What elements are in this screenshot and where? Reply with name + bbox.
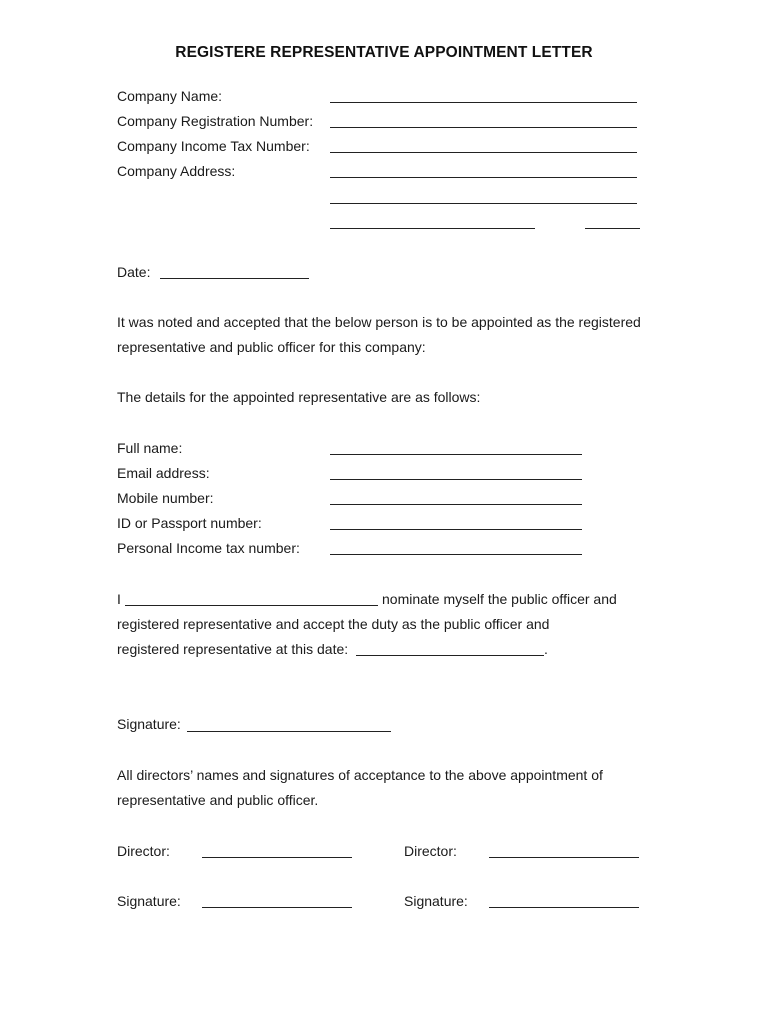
director-1-label: Director: [117,843,170,859]
company-tax-label: Company Income Tax Number: [117,138,310,154]
director-2-signature-field[interactable] [489,907,639,908]
company-name-label: Company Name: [117,88,223,104]
company-name-field[interactable] [330,102,637,103]
personal-tax-label: Personal Income tax number: [117,540,300,556]
directors-paragraph-line-1: All directors’ names and signatures of acceptance to the above appointment of [117,767,603,783]
company-address-field-3[interactable] [330,228,535,229]
company-address-label: Company Address: [117,163,236,179]
personal-tax-field[interactable] [330,554,582,555]
director-2-field[interactable] [489,857,639,858]
mobile-label: Mobile number: [117,490,214,506]
id-passport-label: ID or Passport number: [117,515,262,531]
nomination-period: . [544,641,548,657]
signature-label: Signature: [117,716,181,732]
nomination-prefix: I [117,591,121,607]
company-registration-label: Company Registration Number: [117,113,314,129]
company-address-field-2[interactable] [330,203,637,204]
director-2-signature-label: Signature: [404,893,468,909]
company-address-field-1[interactable] [330,177,637,178]
appointment-paragraph-line-2: representative and public officer for this company: [117,339,426,355]
nominee-name-field[interactable] [125,605,378,606]
email-field[interactable] [330,479,582,480]
signature-field[interactable] [187,731,391,732]
appointment-paragraph-line-1: It was noted and accepted that the below person is to be appointed as the registered [117,314,641,330]
id-passport-field[interactable] [330,529,582,530]
details-intro: The details for the appointed representative are as follows: [117,389,481,405]
director-1-signature-field[interactable] [202,907,352,908]
full-name-field[interactable] [330,454,582,455]
document-title: REGISTERE REPRESENTATIVE APPOINTMENT LETTER [175,44,593,61]
nomination-suffix: nominate myself the public officer and [382,591,617,607]
director-1-signature-label: Signature: [117,893,181,909]
nomination-line-3: registered representative at this date: [117,641,349,657]
directors-paragraph-line-2: representative and public officer. [117,792,319,808]
nomination-line-2: registered representative and accept the duty as the public officer and [117,616,550,632]
date-field[interactable] [160,278,309,279]
company-tax-field[interactable] [330,152,637,153]
director-1-field[interactable] [202,857,352,858]
company-address-postal-field[interactable] [585,228,640,229]
date-label: Date: [117,264,151,280]
director-2-label: Director: [404,843,457,859]
full-name-label: Full name: [117,440,183,456]
nomination-date-field[interactable] [356,655,544,656]
company-registration-field[interactable] [330,127,637,128]
mobile-field[interactable] [330,504,582,505]
email-label: Email address: [117,465,210,481]
